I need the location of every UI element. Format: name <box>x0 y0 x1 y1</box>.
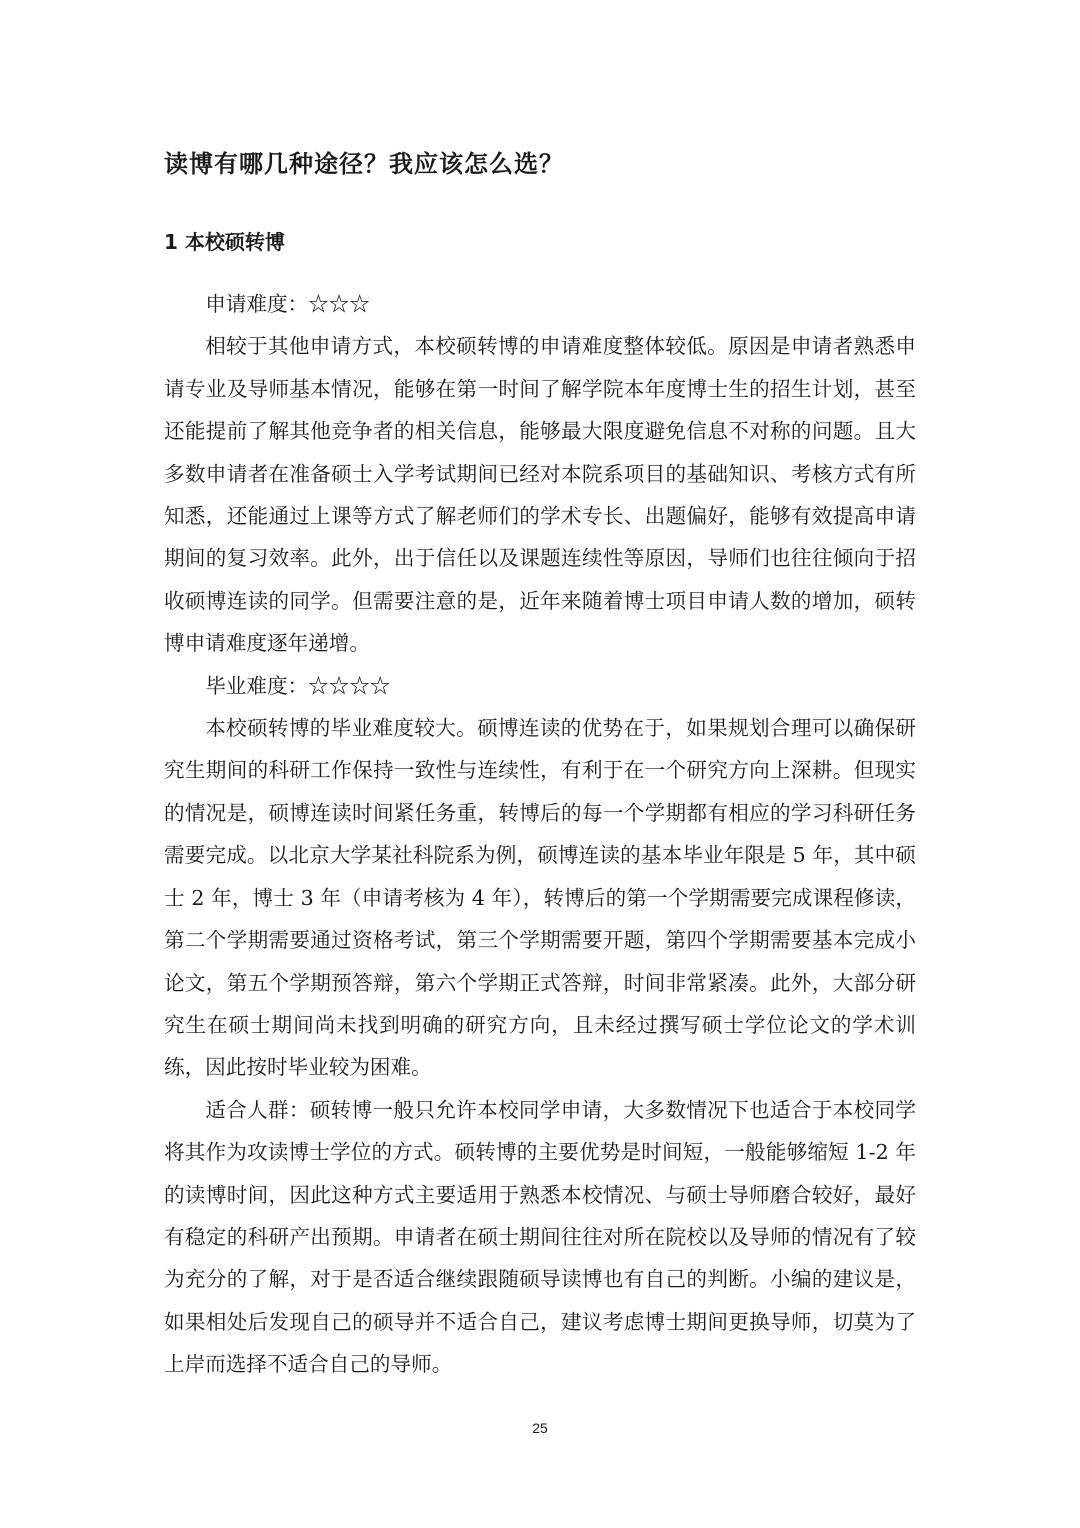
body-paragraph: 本校硕转博的毕业难度较大。硕博连读的优势在于，如果规划合理可以确保研究生期间的科研工作保持一致性与连续性，有利于在一个研究方向上深耕。但现实的情况是，硕博连读时间紧任务重，转博后的每一个学期都有相应的学习科研任务需要完成。以北京大学某社科院系为例，硕博连读的基本毕业年限是 5 年，其中硕士 2 年，博士 3 年（申请考核为 4 年），转博后的第一个学期需要完成课程修读，第二个学期需要通过资格考试，第三个学期需要开题，第四个学期需要基本完成小论文，第五个学期预答辩，第六个学期正式答辩，时间非常紧凑。此外，大部分研究生在硕士期间尚未找到明确的研究方向，且未经过撰写硕士学位论文的学术训练，因此按时毕业较为困难。 <box>164 716 916 1080</box>
section-heading: 1 本校硕转博 <box>164 230 285 254</box>
suitable-audience-paragraph: 适合人群：硕转博一般只允许本校同学申请，大多数情况下也适合于本校同学将其作为攻读博士学位的方式。硕转博的主要优势是时间短，一般能够缩短 1-2 年的读博时间，因此这种方式主要适用于熟悉本校情况、与硕士导师磨合较好，最好有稳定的科研产出预期。申请者在硕士期间往往对所在院校以及导师的情况有了较为充分的了解，对于是否适合继续跟随硕导读博也有自己的判断。小编的建议是，如果相处后发现自己的硕导并不适合自己，建议考虑博士期间更换导师，切莫为了上岸而选择不适合自己的导师。 <box>164 1097 916 1377</box>
application-difficulty-rating: 申请难度：☆☆☆ <box>205 292 370 316</box>
page-title: 读博有哪几种途径？我应该怎么选？ <box>164 150 564 178</box>
graduation-difficulty-rating: 毕业难度：☆☆☆☆ <box>205 673 391 698</box>
body-paragraph: 相较于其他申请方式，本校硕转博的申请难度整体较低。原因是申请者熟悉申请专业及导师基本情况，能够在第一时间了解学院本年度博士生的招生计划，甚至还能提前了解其他竞争者的相关信息，能够最大限度避免信息不对称的问题。且大多数申请者在准备硕士入学考试期间已经对本院系项目的基础知识、考核方式有所知悉，还能通过上课等方式了解老师们的学术专长、出题偏好，能够有效提高申请期间的复习效率。此外，出于信任以及课题连续性等原因，导师们也往往倾向于招收硕博连读的同学。但需要注意的是，近年来随着博士项目申请人数的增加，硕转博申请难度逐年递增。 <box>164 334 916 656</box>
document-body <box>164 283 916 1386</box>
page-number: 25 <box>532 1420 548 1436</box>
